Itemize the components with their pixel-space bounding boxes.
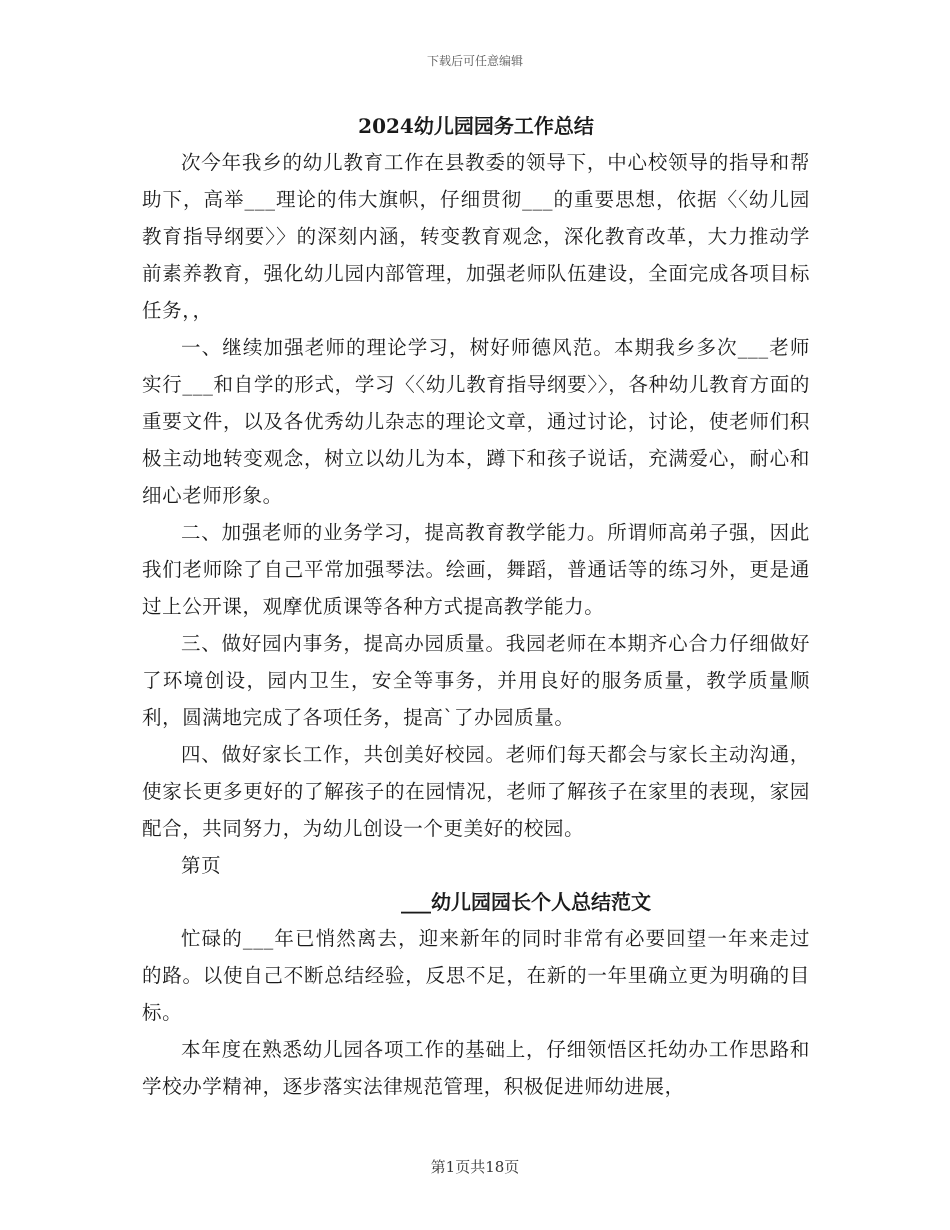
paragraph: 一、继续加强老师的理论学习，树好师德风范。本期我乡多次___老师实行___和自学的形式，学习〈〈幼儿教育指导纲要〉〉，各种幼儿教育方面的重要文件，以及各优秀幼儿杂志的理论文章，通过讨论，讨论，使老师们积极主动地转变观念，树立以幼儿为本，蹲下和孩子说话，充满爱心，耐心和细心老师形象。 bbox=[142, 336, 810, 507]
page-marker-text: 第页 bbox=[181, 854, 222, 877]
article-title: ___幼儿园园长个人总结范文 bbox=[401, 890, 651, 914]
paragraph: 四、做好家长工作，共创美好校园。老师们每天都会与家长主动沟通，使家长更多更好的了解孩子的在园情况，老师了解孩子在家里的表现，家园配合，共同努力，为幼儿创设一个更美好的校园。 bbox=[142, 743, 810, 840]
paragraph: 次今年我乡的幼儿教育工作在县教委的领导下，中心校领导的指导和帮助下，高举___理论的伟大旗帜，仔细贯彻___的重要思想，依据〈〈幼儿园教育指导纲要〉〉的深刻内涵，转变教育观念，深化教育改革，大力推动学前素养教育，强化幼儿园内部管理，加强老师队伍建设，全面完成各项目标任务，， bbox=[142, 151, 810, 322]
document-body bbox=[142, 108, 810, 1105]
paragraph: 三、做好园内事务，提高办园质量。我园老师在本期齐心合力仔细做好了环境创设，园内卫生，安全等事务，并用良好的服务质量，教学质量顺利，圆满地完成了各项任务，提高`了办园质量。 bbox=[142, 632, 810, 729]
article-title: 2024幼儿园园务工作总结 bbox=[358, 114, 594, 138]
paragraph: 忙碌的___年已悄然离去，迎来新年的同时非常有必要回望一年来走过的路。以使自己不断总结经验，反思不足，在新的一年里确立更为明确的目标。 bbox=[142, 927, 810, 1024]
paragraph: 本年度在熟悉幼儿园各项工作的基础上，仔细领悟区托幼办工作思路和学校办学精神，逐步落实法律规范管理，积极促进师幼进展， bbox=[142, 1038, 810, 1098]
page-header-note: 下载后可任意编辑 bbox=[426, 54, 523, 68]
paragraph: 二、加强老师的业务学习，提高教育教学能力。所谓师高弟子强，因此我们老师除了自己平常加强琴法。绘画，舞蹈，普通话等的练习外，更是通过上公开课，观摩优质课等各种方式提高教学能力。 bbox=[142, 521, 810, 618]
page-footer-number: 第1页共18页 bbox=[430, 1158, 520, 1176]
